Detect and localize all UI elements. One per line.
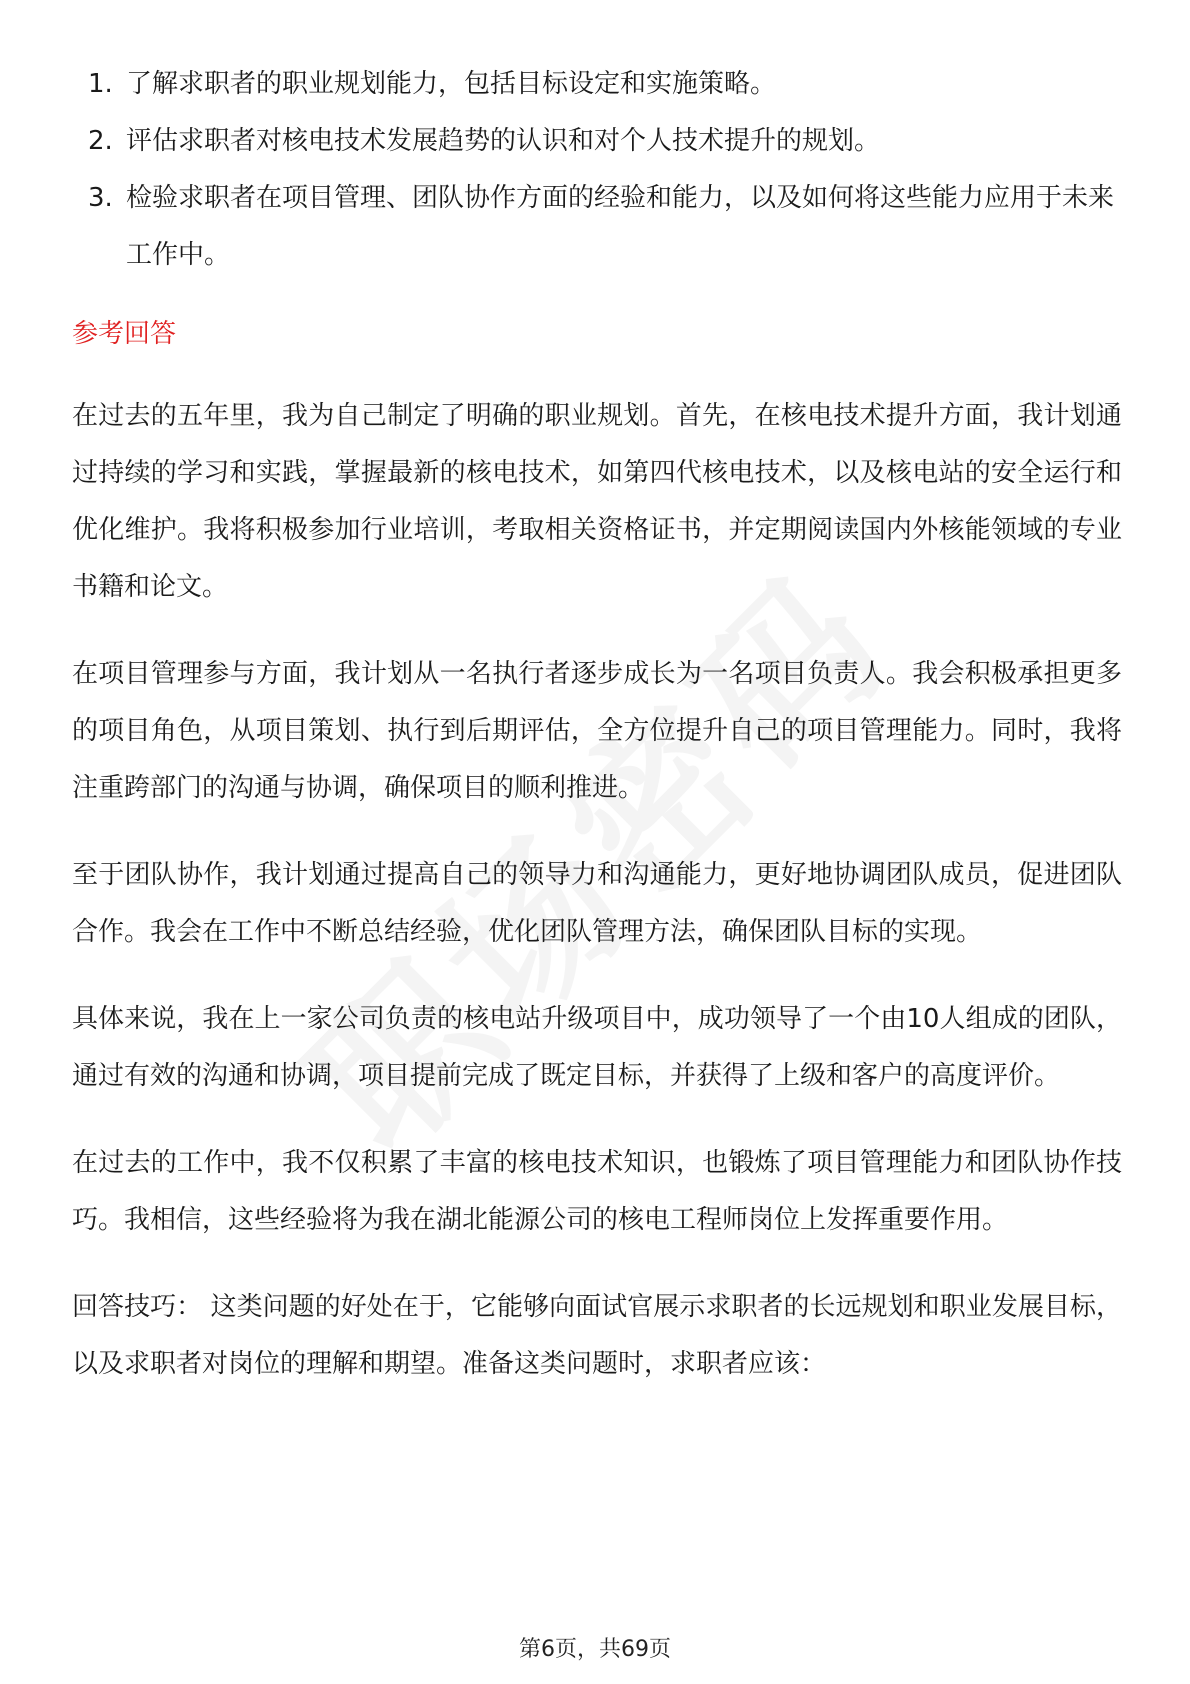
paragraph: 具体来说，我在上一家公司负责的核电站升级项目中，成功领导了一个由10人组成的团队，通过有效的沟通和协调，项目提前完成了既定目标，并获得了上级和客户的高度评价。 [72,1004,1122,1091]
paragraph: 在项目管理参与方面，我计划从一名执行者逐步成长为一名项目负责人。我会积极承担更多的项目角色，从项目策划、执行到后期评估，全方位提升自己的项目管理能力。同时，我将注重跨部门的沟通与协调，确保项目的顺利推进。 [72,659,1122,803]
list-item [72,56,1122,113]
list-text: 检验求职者在项目管理、团队协作方面的经验和能力，以及如何将这些能力应用于未来工作中。 [126,183,1115,270]
list-item [72,113,1122,170]
paragraph: 在过去的五年里，我为自己制定了明确的职业规划。首先，在核电技术提升方面，我计划通过持续的学习和实践，掌握最新的核电技术，如第四代核电技术，以及核电站的安全运行和优化维护。我将积极参加行业培训，考取相关资格证书，并定期阅读国内外核能领域的专业书籍和论文。 [72,401,1122,602]
list-number: 2. [88,126,113,156]
list-item [72,170,1122,284]
list-number: 3. [88,183,113,213]
paragraph: 至于团队协作，我计划通过提高自己的领导力和沟通能力，更好地协调团队成员，促进团队合作。我会在工作中不断总结经验，优化团队管理方法，确保团队目标的实现。 [72,860,1122,947]
list-text: 了解求职者的职业规划能力，包括目标设定和实施策略。 [126,69,777,99]
document-page [72,56,1122,1423]
page-number-footer: 第6页，共69页 [519,1637,671,1662]
list-number: 1. [88,69,113,99]
answer-heading: 参考回答 [72,319,177,349]
goals-list [72,56,1122,284]
list-text: 评估求职者对核电技术发展趋势的认识和对个人技术提升的规划。 [126,126,881,156]
paragraph: 回答技巧： 这类问题的好处在于，它能够向面试官展示求职者的长远规划和职业发展目标，以及求职者对岗位的理解和期望。准备这类问题时，求职者应该： [72,1292,1122,1379]
paragraph: 在过去的工作中，我不仅积累了丰富的核电技术知识，也锻炼了项目管理能力和团队协作技巧。我相信，这些经验将为我在湖北能源公司的核电工程师岗位上发挥重要作用。 [72,1148,1122,1235]
